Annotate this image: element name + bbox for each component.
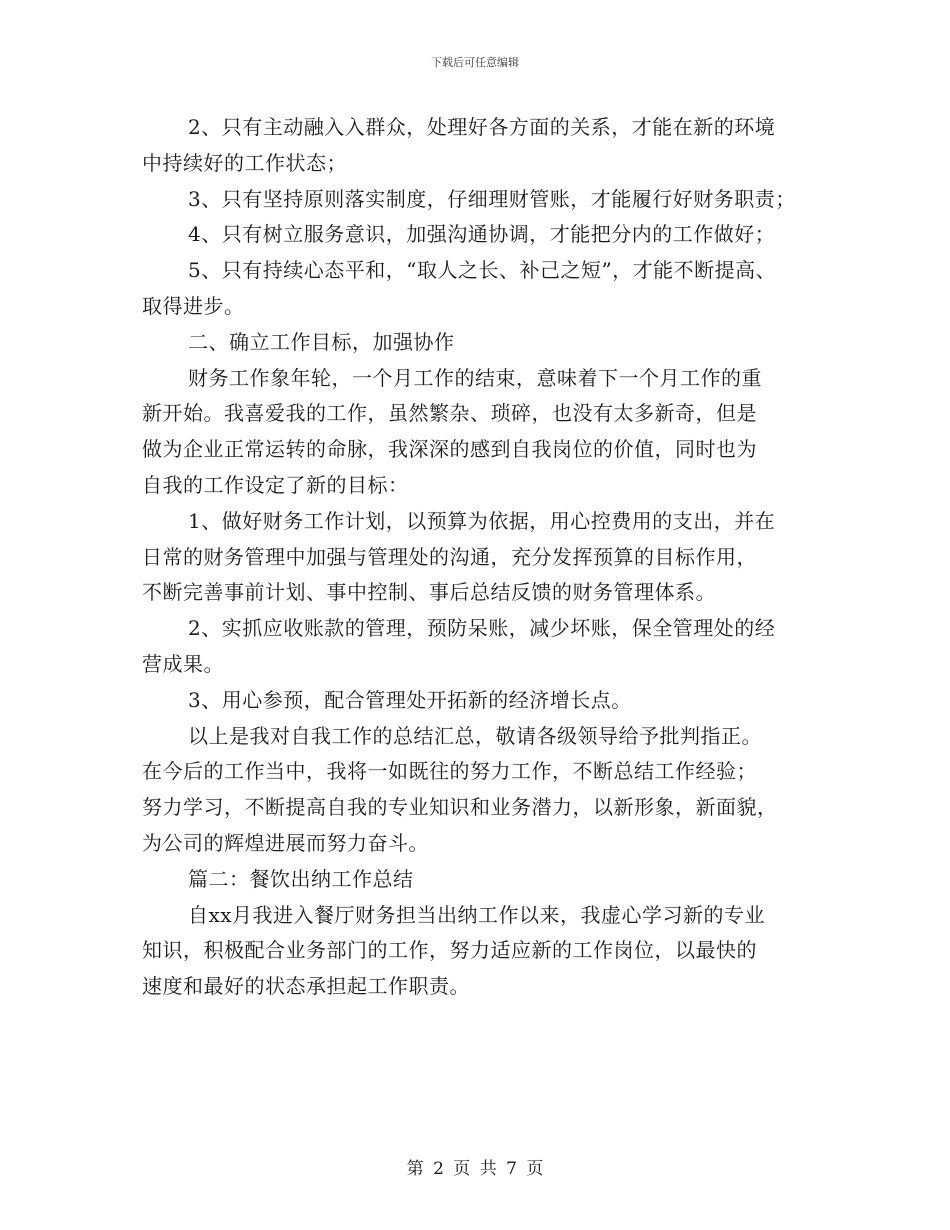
text-line: 在今后的工作当中，我将一如既往的努力工作，不断总结工作经验； [142, 759, 757, 784]
text-line: 新开始。我喜爱我的工作，虽然繁杂、琐碎，也没有太多新奇，但是 [142, 401, 757, 426]
text-line: 2、实抓应收账款的管理，预防呆账，减少坏账，保全管理处的经 [188, 616, 776, 641]
text-line: 自xx月我进入餐厅财务担当出纳工作以来，我虚心学习新的专业 [188, 902, 766, 927]
text-line: 营成果。 [142, 651, 224, 676]
text-line: 不断完善事前计划、事中控制、事后总结反馈的财务管理体系。 [142, 580, 716, 605]
document-body [142, 110, 832, 1005]
text-line: 做为企业正常运转的命脉，我深深的感到自我岗位的价值，同时也为 [142, 437, 757, 462]
text-line: 2、只有主动融入入群众，处理好各方面的关系，才能在新的环境 [188, 115, 776, 139]
text-line: 努力学习，不断提高自我的专业知识和业务潜力，以新形象，新面貌， [142, 795, 778, 820]
header-note: 下载后可任意编辑 [431, 56, 519, 69]
text-line: 3、用心参预，配合管理处开拓新的经济增长点。 [188, 687, 632, 712]
text-line: 自我的工作设定了新的目标： [142, 472, 409, 497]
text-line: 以上是我对自我工作的总结汇总，敬请各级领导给予批判指正。 [188, 723, 762, 748]
text-line: 1、做好财务工作计划，以预算为依据，用心控费用的支出，并在 [188, 508, 776, 533]
text-line: 日常的财务管理中加强与管理处的沟通，充分发挥预算的目标作用， [142, 544, 757, 569]
text-line: 为公司的辉煌进展而努力奋斗。 [142, 830, 429, 855]
text-line: 财务工作象年轮，一个月工作的结束，意味着下一个月工作的重 [188, 365, 762, 390]
page-number-footer: 第 2 页 共 7 页 [406, 1159, 544, 1179]
text-line: 4、只有树立服务意识，加强沟通协调，才能把分内的工作做好； [188, 222, 776, 247]
text-line: 知识，积极配合业务部门的工作，努力适应新的工作岗位，以最快的 [142, 938, 757, 963]
text-line: 5、只有持续心态平和，“取人之长、补己之短”，才能不断提高、 [188, 258, 777, 283]
text-line: 取得进步。 [142, 293, 245, 318]
text-line: 篇二：餐饮出纳工作总结 [188, 866, 414, 891]
text-line: 中持续好的工作状态； [142, 150, 347, 175]
text-line: 速度和最好的状态承担起工作职责。 [142, 974, 470, 999]
text-line: 3、只有坚持原则落实制度，仔细理财管账，才能履行好财务职责； [188, 186, 796, 211]
text-line: 二、确立工作目标，加强协作 [188, 329, 455, 354]
